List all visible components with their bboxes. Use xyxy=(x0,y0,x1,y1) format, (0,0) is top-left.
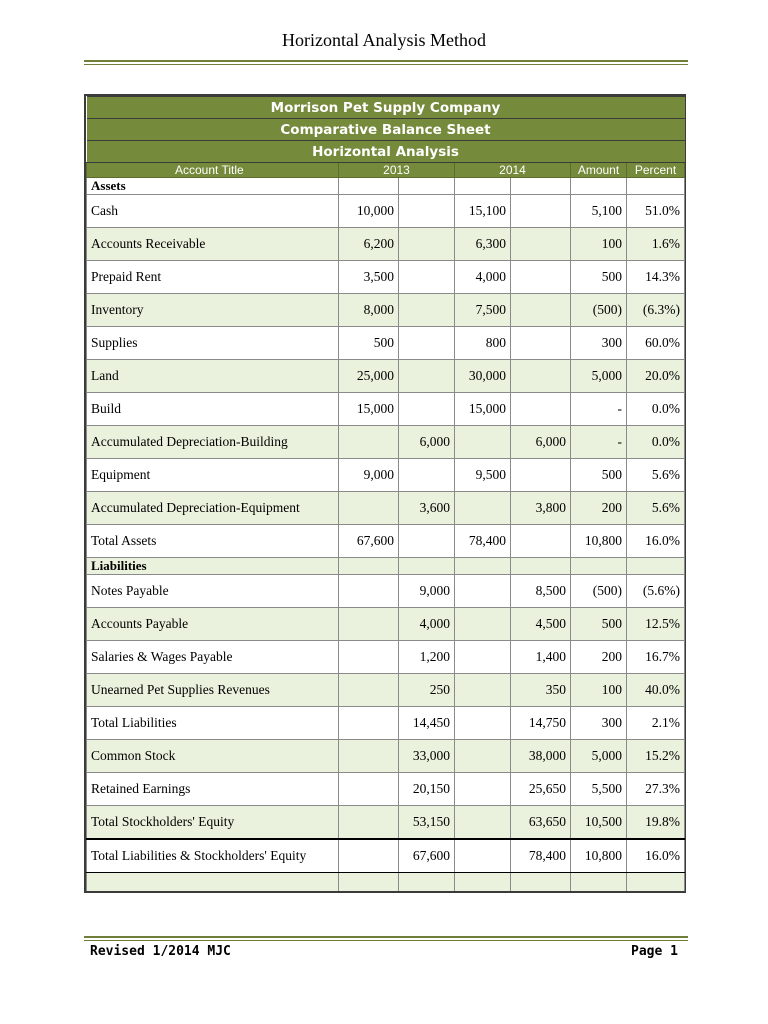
table-row xyxy=(87,426,685,459)
amount-2013-b-cell: 1,200 xyxy=(399,641,455,674)
amount-2013-a-cell: 500 xyxy=(339,327,399,360)
change-percent-cell: 2.1% xyxy=(627,707,685,740)
amount-2014-a-cell: 800 xyxy=(455,327,511,360)
change-amount-cell: (500) xyxy=(571,294,627,327)
amount-2014-b-cell: 38,000 xyxy=(511,740,571,773)
amount-2013-a-cell xyxy=(339,707,399,740)
amount-2014-b-cell xyxy=(511,525,571,558)
footer-rule xyxy=(84,936,688,941)
amount-2013-b-cell: 53,150 xyxy=(399,806,455,840)
table-row xyxy=(87,459,685,492)
amount-2013-b-cell: 67,600 xyxy=(399,839,455,873)
account-title-cell: Notes Payable xyxy=(87,575,339,608)
amount-2013-b-cell: 14,450 xyxy=(399,707,455,740)
change-amount-cell: (500) xyxy=(571,575,627,608)
analysis-title: Horizontal Analysis xyxy=(87,141,685,163)
account-title-cell: Accounts Receivable xyxy=(87,228,339,261)
table-row xyxy=(87,360,685,393)
account-title-cell: Prepaid Rent xyxy=(87,261,339,294)
amount-2014-a-cell: 7,500 xyxy=(455,294,511,327)
amount-2013-b-cell xyxy=(399,525,455,558)
amount-2013-b-cell: 9,000 xyxy=(399,575,455,608)
change-amount-cell: - xyxy=(571,426,627,459)
col-2013: 2013 xyxy=(339,163,455,178)
amount-2014-b-cell: 6,000 xyxy=(511,426,571,459)
change-percent-cell: 15.2% xyxy=(627,740,685,773)
amount-2014-a-cell: 78,400 xyxy=(455,525,511,558)
change-percent-cell: (6.3%) xyxy=(627,294,685,327)
amount-2013-a-cell xyxy=(339,608,399,641)
amount-2013-b-cell xyxy=(399,459,455,492)
table-row xyxy=(87,525,685,558)
change-percent-cell: 12.5% xyxy=(627,608,685,641)
page-header: Horizontal Analysis Method xyxy=(282,30,486,50)
account-title-cell: Total Liabilities xyxy=(87,707,339,740)
footer-revision: Revised 1/2014 MJC xyxy=(90,944,231,959)
account-title-cell: Total Stockholders' Equity xyxy=(87,806,339,840)
table-row xyxy=(87,773,685,806)
change-amount-cell: 5,500 xyxy=(571,773,627,806)
account-title-cell: Accounts Payable xyxy=(87,608,339,641)
amount-2014-a-cell xyxy=(455,492,511,525)
amount-2013-a-cell xyxy=(339,839,399,873)
amount-2014-b-cell: 8,500 xyxy=(511,575,571,608)
amount-2014-a-cell xyxy=(455,740,511,773)
change-percent-cell: 16.7% xyxy=(627,641,685,674)
account-title-cell: Total Assets xyxy=(87,525,339,558)
change-amount-cell: 500 xyxy=(571,608,627,641)
amount-2014-b-cell: 350 xyxy=(511,674,571,707)
table-row xyxy=(87,195,685,228)
amount-2014-b-cell xyxy=(511,360,571,393)
amount-2014-a-cell xyxy=(455,575,511,608)
amount-2014-a-cell xyxy=(455,707,511,740)
change-amount-cell: 200 xyxy=(571,641,627,674)
change-amount-cell: 100 xyxy=(571,228,627,261)
amount-2014-a-cell xyxy=(455,674,511,707)
amount-2013-a-cell xyxy=(339,773,399,806)
account-title-cell: Accumulated Depreciation-Equipment xyxy=(87,492,339,525)
table-row xyxy=(87,294,685,327)
amount-2013-a-cell: 3,500 xyxy=(339,261,399,294)
amount-2014-b-cell: 4,500 xyxy=(511,608,571,641)
change-amount-cell: 5,100 xyxy=(571,195,627,228)
balance-sheet-table xyxy=(84,94,686,893)
amount-2013-a-cell: 15,000 xyxy=(339,393,399,426)
change-amount-cell: 5,000 xyxy=(571,360,627,393)
table-row xyxy=(87,641,685,674)
table-row xyxy=(87,327,685,360)
amount-2013-b-cell: 20,150 xyxy=(399,773,455,806)
amount-2013-a-cell: 6,200 xyxy=(339,228,399,261)
amount-2013-b-cell xyxy=(399,261,455,294)
change-amount-cell: 300 xyxy=(571,707,627,740)
amount-2014-b-cell xyxy=(511,228,571,261)
change-percent-cell: 14.3% xyxy=(627,261,685,294)
change-amount-cell: 10,500 xyxy=(571,806,627,840)
amount-2014-b-cell xyxy=(511,393,571,426)
change-percent-cell: 20.0% xyxy=(627,360,685,393)
col-account-title: Account Title xyxy=(87,163,339,178)
amount-2013-a-cell: 67,600 xyxy=(339,525,399,558)
table-row xyxy=(87,707,685,740)
change-amount-cell: 500 xyxy=(571,459,627,492)
amount-2013-b-cell xyxy=(399,195,455,228)
table-row xyxy=(87,575,685,608)
col-percent: Percent xyxy=(627,163,685,178)
amount-2014-b-cell: 1,400 xyxy=(511,641,571,674)
amount-2013-a-cell xyxy=(339,740,399,773)
account-title-cell: Equipment xyxy=(87,459,339,492)
footer-page-number: Page 1 xyxy=(631,944,678,959)
amount-2013-b-cell xyxy=(399,294,455,327)
change-percent-cell: 19.8% xyxy=(627,806,685,840)
amount-2014-a-cell xyxy=(455,641,511,674)
amount-2013-a-cell xyxy=(339,492,399,525)
col-amount: Amount xyxy=(571,163,627,178)
table-row xyxy=(87,261,685,294)
amount-2013-b-cell: 250 xyxy=(399,674,455,707)
change-percent-cell: 16.0% xyxy=(627,839,685,873)
account-title-cell: Build xyxy=(87,393,339,426)
change-percent-cell: 0.0% xyxy=(627,393,685,426)
table-row xyxy=(87,740,685,773)
change-amount-cell: 500 xyxy=(571,261,627,294)
amount-2013-a-cell xyxy=(339,641,399,674)
table-row xyxy=(87,806,685,840)
change-percent-cell: 16.0% xyxy=(627,525,685,558)
change-amount-cell: 300 xyxy=(571,327,627,360)
amount-2013-b-cell: 6,000 xyxy=(399,426,455,459)
account-title-cell: Retained Earnings xyxy=(87,773,339,806)
change-percent-cell: 51.0% xyxy=(627,195,685,228)
table-row xyxy=(87,492,685,525)
amount-2014-b-cell xyxy=(511,459,571,492)
col-2014: 2014 xyxy=(455,163,571,178)
amount-2013-a-cell xyxy=(339,806,399,840)
section-liabilities: Liabilities xyxy=(87,558,339,575)
amount-2014-a-cell xyxy=(455,839,511,873)
amount-2014-b-cell xyxy=(511,327,571,360)
section-assets: Assets xyxy=(87,178,339,195)
change-amount-cell: 10,800 xyxy=(571,839,627,873)
amount-2014-a-cell: 15,100 xyxy=(455,195,511,228)
account-title-cell: Total Liabilities & Stockholders' Equity xyxy=(87,839,339,873)
header-rule xyxy=(84,60,688,65)
company-name: Morrison Pet Supply Company xyxy=(87,97,685,119)
change-percent-cell: (5.6%) xyxy=(627,575,685,608)
amount-2013-a-cell xyxy=(339,674,399,707)
amount-2013-b-cell: 33,000 xyxy=(399,740,455,773)
change-percent-cell: 27.3% xyxy=(627,773,685,806)
change-percent-cell: 0.0% xyxy=(627,426,685,459)
account-title-cell: Common Stock xyxy=(87,740,339,773)
amount-2013-b-cell xyxy=(399,228,455,261)
change-percent-cell: 40.0% xyxy=(627,674,685,707)
amount-2013-a-cell: 8,000 xyxy=(339,294,399,327)
account-title-cell: Land xyxy=(87,360,339,393)
amount-2014-a-cell xyxy=(455,806,511,840)
amount-2014-a-cell: 15,000 xyxy=(455,393,511,426)
account-title-cell: Salaries & Wages Payable xyxy=(87,641,339,674)
amount-2014-b-cell: 14,750 xyxy=(511,707,571,740)
amount-2013-a-cell xyxy=(339,575,399,608)
change-percent-cell: 60.0% xyxy=(627,327,685,360)
change-amount-cell: 5,000 xyxy=(571,740,627,773)
account-title-cell: Inventory xyxy=(87,294,339,327)
amount-2014-a-cell: 6,300 xyxy=(455,228,511,261)
amount-2014-b-cell xyxy=(511,195,571,228)
change-percent-cell: 5.6% xyxy=(627,492,685,525)
statement-title: Comparative Balance Sheet xyxy=(87,119,685,141)
amount-2014-b-cell xyxy=(511,261,571,294)
amount-2014-b-cell: 63,650 xyxy=(511,806,571,840)
change-amount-cell: 10,800 xyxy=(571,525,627,558)
amount-2014-b-cell xyxy=(511,294,571,327)
amount-2013-a-cell: 25,000 xyxy=(339,360,399,393)
amount-2014-a-cell: 4,000 xyxy=(455,261,511,294)
amount-2013-b-cell xyxy=(399,393,455,426)
amount-2013-b-cell: 4,000 xyxy=(399,608,455,641)
amount-2013-b-cell xyxy=(399,360,455,393)
table-row xyxy=(87,608,685,641)
amount-2014-a-cell xyxy=(455,426,511,459)
table-row xyxy=(87,393,685,426)
amount-2013-a-cell: 9,000 xyxy=(339,459,399,492)
change-amount-cell: 200 xyxy=(571,492,627,525)
account-title-cell: Accumulated Depreciation-Building xyxy=(87,426,339,459)
table-row xyxy=(87,839,685,873)
table-row xyxy=(87,674,685,707)
change-amount-cell: - xyxy=(571,393,627,426)
amount-2013-b-cell xyxy=(399,327,455,360)
amount-2013-a-cell: 10,000 xyxy=(339,195,399,228)
amount-2014-a-cell: 30,000 xyxy=(455,360,511,393)
amount-2014-b-cell: 25,650 xyxy=(511,773,571,806)
table-row xyxy=(87,228,685,261)
amount-2013-a-cell xyxy=(339,426,399,459)
amount-2014-a-cell: 9,500 xyxy=(455,459,511,492)
account-title-cell: Cash xyxy=(87,195,339,228)
change-percent-cell: 5.6% xyxy=(627,459,685,492)
change-amount-cell: 100 xyxy=(571,674,627,707)
account-title-cell: Supplies xyxy=(87,327,339,360)
change-percent-cell: 1.6% xyxy=(627,228,685,261)
account-title-cell: Unearned Pet Supplies Revenues xyxy=(87,674,339,707)
amount-2014-b-cell: 3,800 xyxy=(511,492,571,525)
amount-2014-a-cell xyxy=(455,773,511,806)
amount-2014-a-cell xyxy=(455,608,511,641)
amount-2013-b-cell: 3,600 xyxy=(399,492,455,525)
amount-2014-b-cell: 78,400 xyxy=(511,839,571,873)
